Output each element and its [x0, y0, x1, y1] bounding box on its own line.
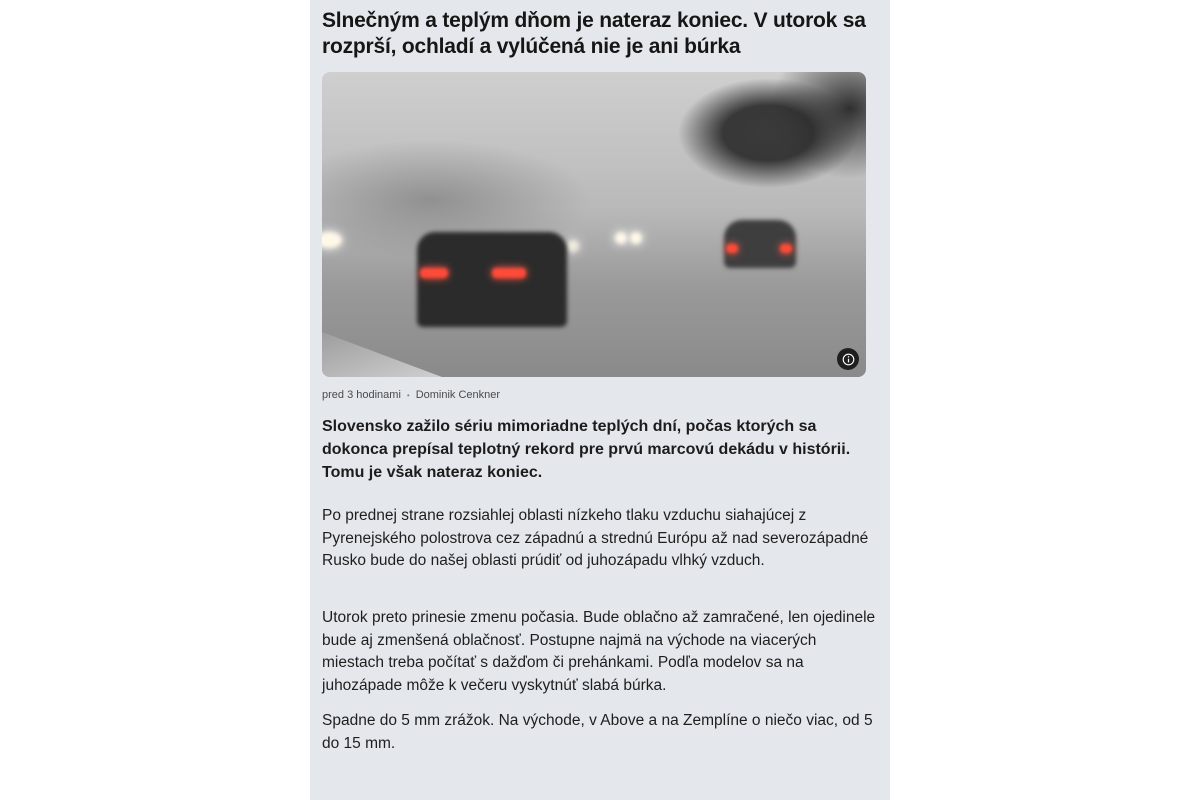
headlight-glow — [615, 232, 627, 244]
article-meta — [322, 389, 500, 401]
article-hero-image[interactable] — [322, 72, 866, 377]
article-column — [310, 0, 890, 800]
image-info-button[interactable] — [837, 348, 859, 370]
author-name[interactable]: Dominik Cenkner — [415, 389, 501, 401]
info-icon — [842, 353, 855, 366]
article-paragraph: Spadne do 5 mm zrážok. Na východe, v Above a na Zemplíne o niečo viac, od 5 do 15 mm. — [322, 712, 873, 752]
taillight — [780, 244, 792, 253]
car-silhouette — [417, 232, 567, 327]
headlight-glow — [630, 232, 642, 244]
article-lead: Slovensko zažilo sériu mimoriadne teplých dní, počas ktorých sa dokonca prepísal teplotný rekord pre prvú marcovú dekádu v histórii. Tomu je však nateraz koniec. — [322, 418, 851, 481]
taillight — [420, 268, 448, 278]
publish-time: pred 3 hodinami — [322, 389, 401, 401]
headlight-glow — [322, 232, 342, 248]
headlight-glow — [567, 240, 579, 252]
article-paragraph: Utorok preto prinesie zmenu počasia. Bude oblačno až zamračené, len ojedinele bude aj zmenšená oblačnosť. Postupne najmä na východe na viacerých miestach treba počítať s dažďom či prehánkami. Podľa modelov sa na juhozápade môže k večeru vyskytnúť slabá búrka. — [322, 609, 876, 694]
wet-glass-edge — [322, 332, 442, 377]
article-paragraph: Po prednej strane rozsiahlej oblasti nízkeho tlaku vzduchu siahajúcej z Pyrenejského polostrova cez západnú a strednú Európu až nad severozápadné Rusko bude do našej oblasti prúdiť od juhozápadu vlhký vzduch. — [322, 507, 869, 569]
taillight — [492, 268, 526, 278]
taillight — [726, 244, 738, 253]
article-title: Slnečným a teplým dňom je nateraz koniec. V utorok sa rozprší, ochladí a vylúčená nie je ani búrka — [322, 9, 866, 58]
meta-separator: • — [406, 390, 410, 400]
